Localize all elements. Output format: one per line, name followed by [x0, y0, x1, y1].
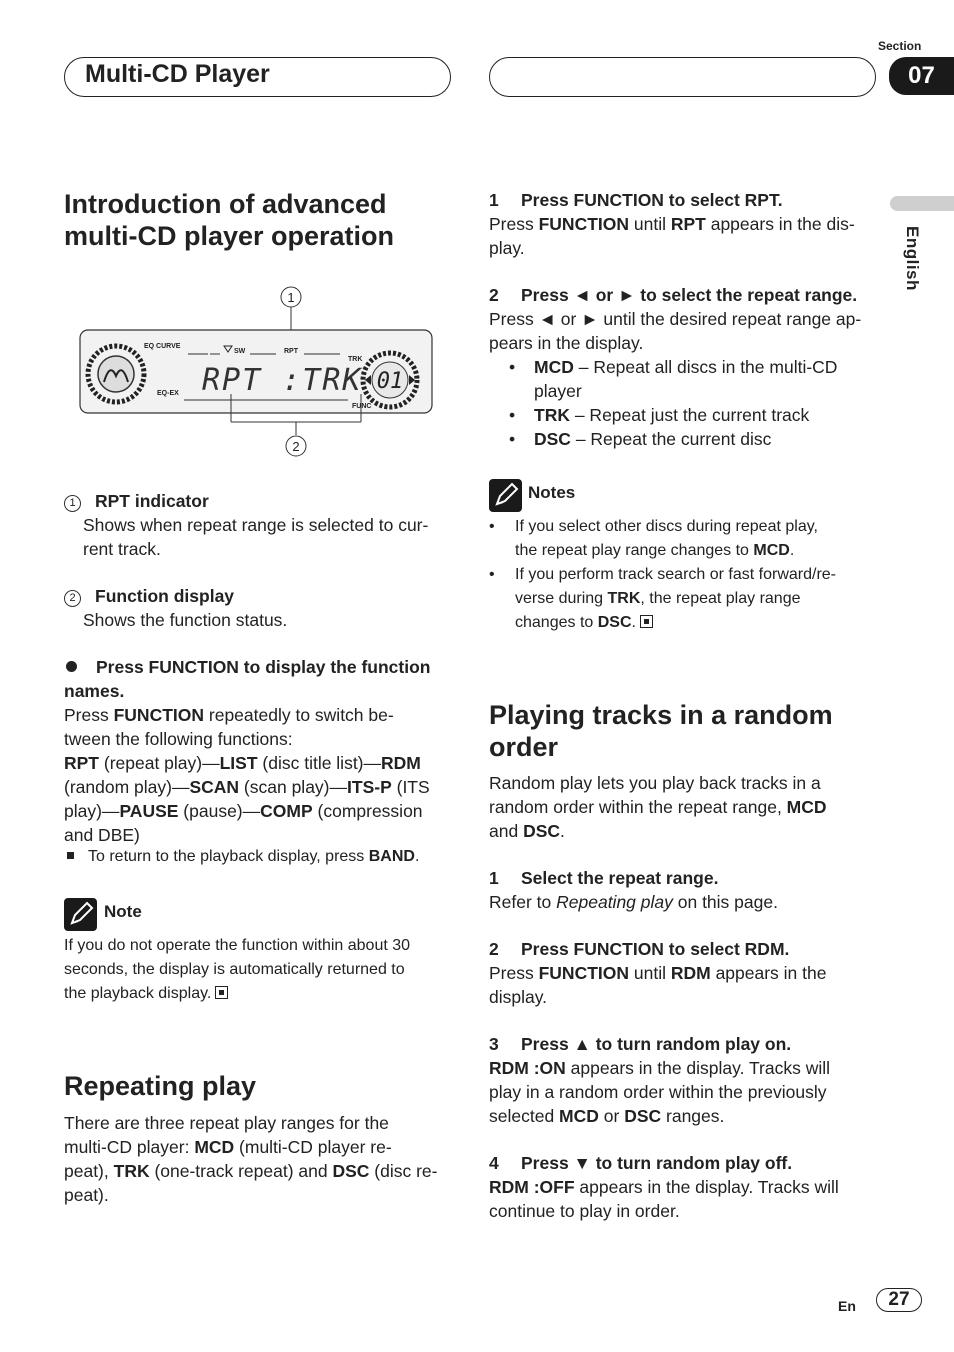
list-bullet: •: [509, 357, 516, 377]
item-rpt-indicator: [64, 489, 464, 561]
list-keyword: DSC: [534, 429, 571, 449]
step-text: appears in the dis-: [705, 214, 855, 234]
tip: [64, 845, 464, 869]
step-keyword: MCD: [559, 1106, 599, 1126]
note-text: the repeat play range changes to: [515, 542, 754, 559]
step-keyword: DSC: [624, 1106, 662, 1126]
list-keyword: MCD: [534, 357, 574, 377]
repeating-text: (disc re-: [369, 1161, 438, 1181]
note-text: changes to: [515, 614, 598, 631]
item2-desc-line1: Shows the function status.: [83, 610, 288, 630]
callout-1-number: 1: [287, 290, 295, 305]
step-text: or: [598, 1106, 625, 1126]
repeating-keyword: MCD: [194, 1137, 235, 1157]
step-text: Press: [489, 963, 539, 983]
tip-text: To return to the playback display, press: [88, 848, 369, 865]
tip-square-icon: [67, 852, 74, 859]
end-mark-icon: [640, 615, 653, 628]
lcd-eq-curve-label: EQ CURVE: [144, 343, 181, 350]
note-text: , the repeat play range: [640, 590, 801, 607]
repeating-text: peat),: [64, 1161, 114, 1181]
page-title: Multi-CD Player: [85, 60, 270, 88]
section-label: Section: [878, 39, 922, 53]
step-text: Refer to: [489, 892, 557, 912]
list-keyword: TRK: [534, 405, 570, 425]
random-step-3-body: [489, 1056, 889, 1128]
list-text: – Repeat just the current track: [569, 405, 810, 425]
note-body: [64, 934, 464, 1006]
step-reference: Repeating play: [556, 892, 673, 912]
note-text: the playback display.: [64, 985, 212, 1002]
lcd-disc-number: 01: [376, 369, 404, 394]
repeating-heading: Repeating play: [64, 1071, 257, 1101]
function-body-text: repeatedly to switch be-: [204, 705, 394, 725]
step-text: until: [629, 963, 671, 983]
page-number: 27: [876, 1288, 922, 1312]
function-body-text: (scan play)—: [239, 777, 348, 797]
random-text: random order within the repeat range,: [489, 797, 787, 817]
item2-number: 2: [64, 590, 81, 607]
step-title: Press FUNCTION to select RDM.: [521, 939, 790, 959]
repeating-keyword: DSC: [332, 1161, 370, 1181]
step-text: continue to play in order.: [489, 1201, 680, 1221]
lcd-main-text: RPT :TRK: [202, 363, 363, 398]
step-text: ranges.: [661, 1106, 725, 1126]
rpt-step-1: [489, 188, 889, 212]
random-step-1-body: [489, 890, 889, 914]
step-bullet-icon: [66, 661, 77, 672]
function-body-keyword: SCAN: [189, 777, 240, 797]
repeating-keyword: TRK: [113, 1161, 150, 1181]
function-step-line1: Press FUNCTION to display the function: [96, 657, 431, 677]
header-title-box: [64, 57, 451, 97]
lcd-display-illustration: [78, 284, 438, 459]
note-text: seconds, the display is automatically returned to: [64, 961, 405, 978]
note-text: If you select other discs during repeat play,: [515, 518, 818, 535]
section-number: 07: [889, 57, 954, 95]
lcd-rpt-label: RPT: [284, 348, 298, 355]
list-bullet: •: [509, 429, 516, 449]
function-body-text: (repeat play)—: [99, 753, 220, 773]
lcd-func-label: FUNC: [352, 403, 372, 410]
random-step-3: [489, 1032, 889, 1056]
item1-title: RPT indicator: [95, 491, 209, 511]
function-body-keyword: LIST: [219, 753, 258, 773]
step-text: Press: [489, 214, 539, 234]
lcd-trk-label: TRK: [348, 356, 363, 363]
step-text: selected: [489, 1106, 560, 1126]
repeating-text: peat).: [64, 1185, 109, 1205]
item1-desc-line1: Shows when repeat range is selected to cur-: [83, 515, 429, 535]
step-keyword: FUNCTION: [538, 963, 630, 983]
function-step-line2: names.: [64, 681, 125, 701]
item-function-display: [64, 584, 464, 632]
note-text: If you perform track search or fast forward/re-: [515, 566, 836, 583]
intro-heading: [64, 188, 464, 252]
lcd-sw-label: SW: [234, 348, 246, 355]
step-title: Select the repeat range.: [521, 868, 719, 888]
function-body-text: and DBE): [64, 825, 140, 845]
step-keyword: RDM :OFF: [489, 1177, 575, 1197]
note-label: Note: [104, 902, 142, 921]
repeating-text: (multi-CD player re-: [234, 1137, 392, 1157]
rpt-step-2: [489, 283, 899, 307]
function-body-text: (ITS: [391, 777, 430, 797]
step-text: play.: [489, 238, 525, 258]
step-text: appears in the display. Tracks will: [565, 1058, 831, 1078]
note-text: If you do not operate the function within about 30: [64, 937, 411, 954]
language-label: English: [903, 226, 922, 291]
step-text: appears in the: [710, 963, 827, 983]
step-text: Press ◄ or ► until the desired repeat range ap-: [489, 309, 862, 329]
list-text: – Repeat all discs in the multi-CD: [573, 357, 838, 377]
tip-keyword: BAND: [368, 848, 415, 865]
function-body-text: tween the following functions:: [64, 729, 293, 749]
random-text: .: [560, 821, 565, 841]
random-step-4-body: [489, 1175, 889, 1223]
function-body-keyword: FUNCTION: [113, 705, 205, 725]
rpt-step-2-body: [489, 307, 889, 355]
step-number: 3: [489, 1034, 499, 1054]
function-body-text: (random play)—: [64, 777, 190, 797]
function-body-text: play)—: [64, 801, 120, 821]
end-mark-icon: [215, 986, 228, 999]
step-number: 1: [489, 868, 499, 888]
step-number: 2: [489, 285, 499, 305]
note-keyword: MCD: [753, 542, 790, 559]
repeating-text: There are three repeat play ranges for the: [64, 1113, 389, 1133]
step-title: Press FUNCTION to select RPT.: [521, 190, 783, 210]
function-body-keyword: COMP: [260, 801, 313, 821]
intro-heading-line2: multi-CD player operation: [64, 221, 395, 251]
step-keyword: FUNCTION: [538, 214, 630, 234]
step-text: until: [629, 214, 671, 234]
step-keyword: RDM: [670, 963, 711, 983]
function-body-keyword: PAUSE: [119, 801, 179, 821]
list-bullet: •: [489, 566, 495, 583]
item1-desc-line2: rent track.: [83, 539, 161, 559]
note-keyword: DSC: [597, 614, 632, 631]
function-body-keyword: RPT: [64, 753, 99, 773]
random-step-1: [489, 866, 889, 890]
notes-body: [489, 515, 889, 635]
note-text: verse during: [515, 590, 608, 607]
item1-number: 1: [64, 495, 81, 512]
step-keyword: RPT: [670, 214, 706, 234]
random-text: Random play lets you play back tracks in a: [489, 773, 821, 793]
random-step-2-body: [489, 961, 889, 1009]
step-text: play in a random order within the previously: [489, 1082, 827, 1102]
note-text: .: [631, 614, 636, 631]
function-body-text: (compression: [312, 801, 423, 821]
step-number: 2: [489, 939, 499, 959]
function-step: [64, 655, 464, 703]
callout-2-number: 2: [292, 439, 300, 454]
step-text: pears in the display.: [489, 333, 644, 353]
step-title: Press ▲ to turn random play on.: [521, 1034, 792, 1054]
step-title: Press ◄ or ► to select the repeat range.: [521, 285, 858, 305]
rpt-step-1-body: [489, 212, 889, 260]
step-text: on this page.: [672, 892, 778, 912]
note-pencil-icon: [64, 898, 97, 931]
random-step-4: [489, 1151, 889, 1175]
step-title: Press ▼ to turn random play off.: [521, 1153, 793, 1173]
intro-heading-line1: Introduction of advanced: [64, 189, 387, 219]
random-heading: [489, 699, 899, 763]
list-bullet: •: [489, 518, 495, 535]
step-text: display.: [489, 987, 548, 1007]
lcd-eq-ex-label: EQ-EX: [157, 390, 179, 397]
notes-pencil-icon: [489, 479, 522, 512]
random-keyword: DSC: [523, 821, 561, 841]
footer-language: En: [838, 1298, 856, 1314]
step-number: 4: [489, 1153, 499, 1173]
repeating-body: [64, 1111, 464, 1207]
item2-title: Function display: [95, 586, 235, 606]
random-heading-line1: Playing tracks in a random: [489, 700, 833, 730]
step-keyword: RDM :ON: [489, 1058, 566, 1078]
function-body-keyword: RDM: [381, 753, 421, 773]
list-bullet: •: [509, 405, 516, 425]
function-body: [64, 703, 464, 847]
repeating-text: multi-CD player:: [64, 1137, 195, 1157]
note-text: .: [789, 542, 795, 559]
repeat-range-list: [509, 355, 889, 451]
function-body-keyword: ITS-P: [347, 777, 392, 797]
note-keyword: TRK: [607, 590, 641, 607]
header-empty-box: [489, 57, 876, 97]
function-body-text: (disc title list)—: [257, 753, 382, 773]
function-body-text: Press: [64, 705, 114, 725]
function-body-text: (pause)—: [178, 801, 261, 821]
random-keyword: MCD: [786, 797, 827, 817]
step-number: 1: [489, 190, 499, 210]
tip-text: .: [414, 848, 420, 865]
repeating-text: (one-track repeat) and: [149, 1161, 333, 1181]
language-tab: [890, 196, 954, 211]
notes-label: Notes: [528, 483, 576, 502]
random-heading-line2: order: [489, 732, 559, 762]
step-text: appears in the display. Tracks will: [574, 1177, 839, 1197]
random-text: and: [489, 821, 524, 841]
random-step-2: [489, 937, 889, 961]
list-text: player: [534, 381, 582, 401]
random-intro: [489, 771, 889, 843]
list-text: – Repeat the current disc: [570, 429, 772, 449]
